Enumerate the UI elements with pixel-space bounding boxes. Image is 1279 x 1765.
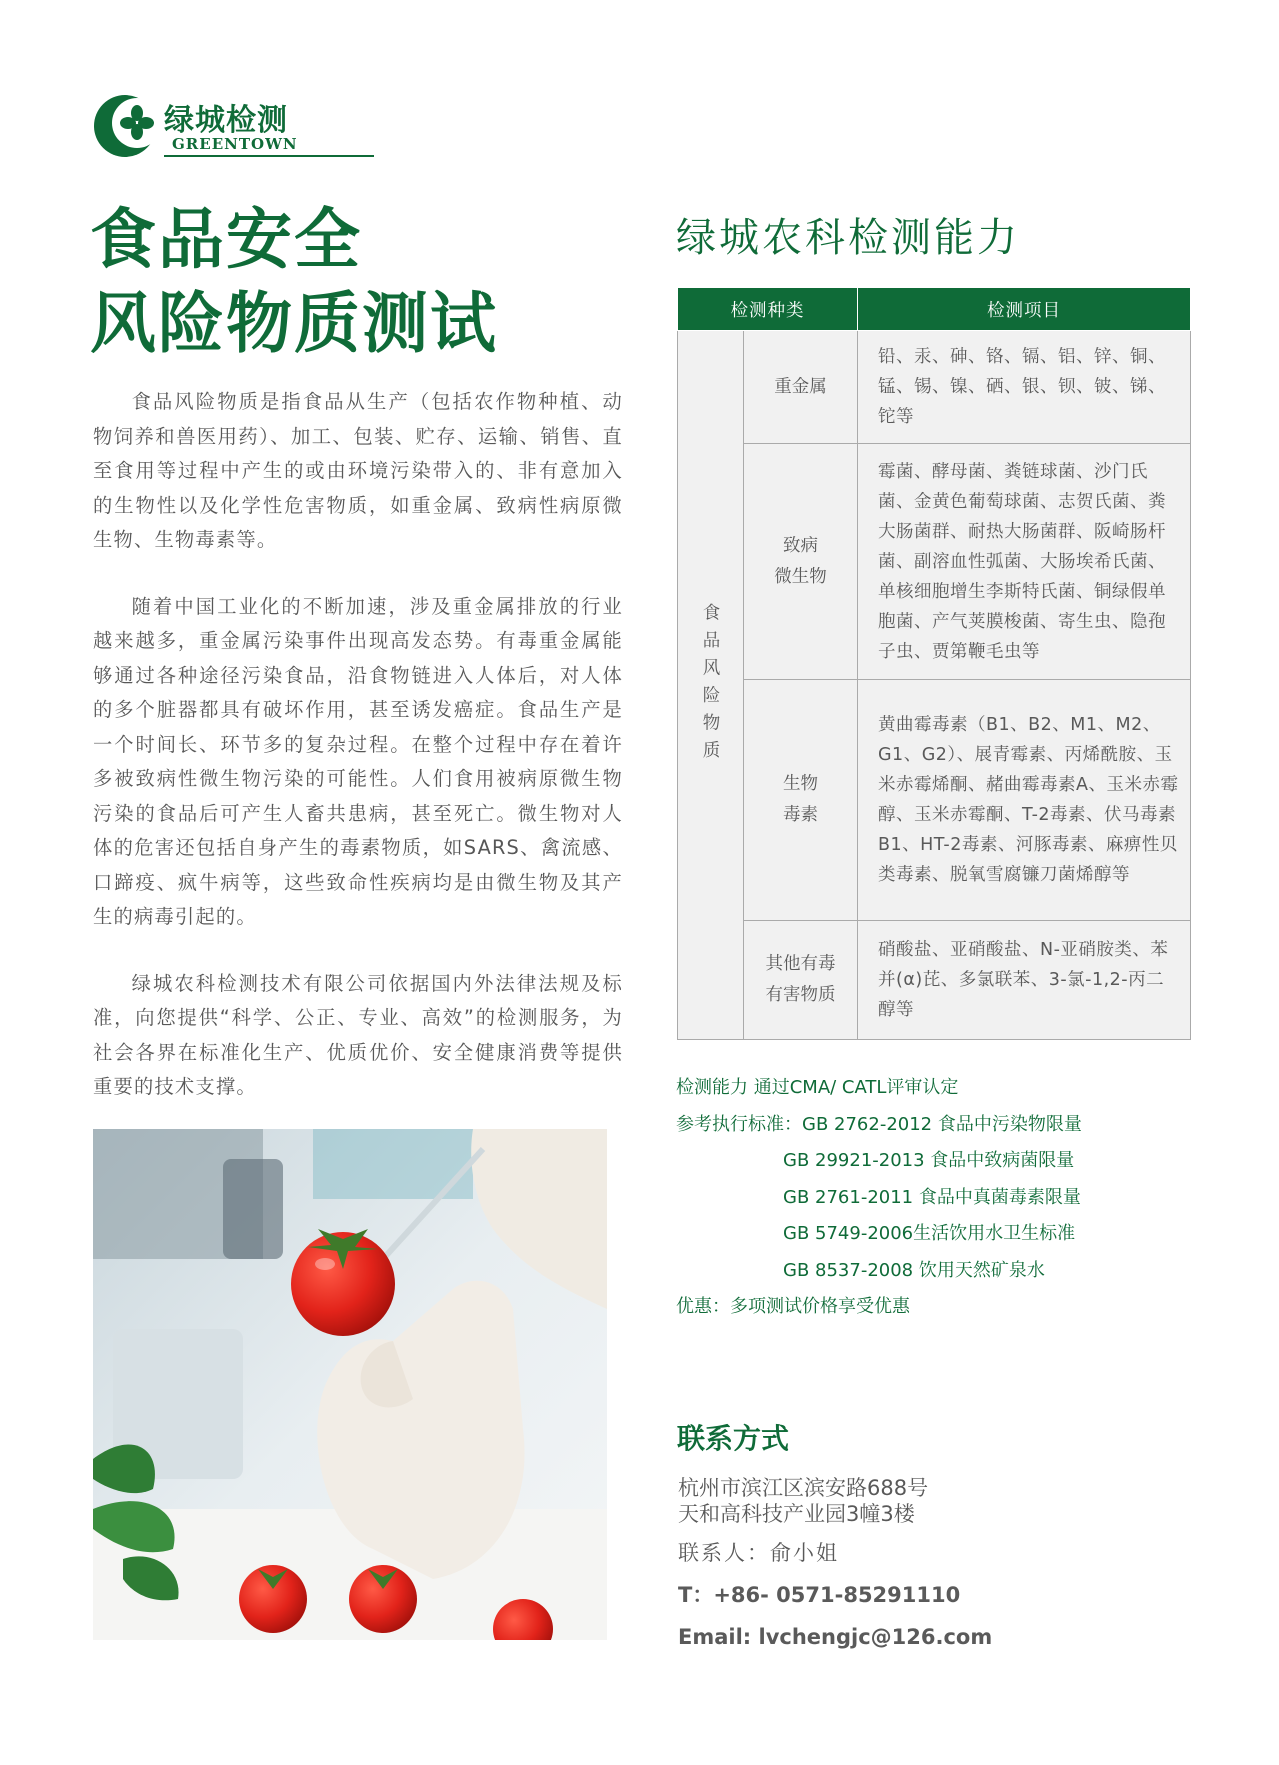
standard-row-1 <box>676 1107 1236 1144</box>
page-title <box>90 198 498 366</box>
standard-item: GB 2762-2012 食品中污染物限量 <box>802 1113 1082 1135</box>
sub-other <box>744 921 858 1040</box>
logo-mark-icon <box>92 93 162 159</box>
ability-table <box>677 287 1191 1040</box>
sub-toxin-text: 生物 毒素 <box>783 774 818 825</box>
standards-label: 参考执行标准： <box>676 1113 802 1135</box>
logo-chinese-name: 绿城检测 <box>164 103 288 138</box>
phone-number: T：+86- 0571-85291110 <box>678 1583 961 1607</box>
standards-block <box>676 1070 1236 1326</box>
email-address: Email: lvchengjc@126.com <box>678 1625 993 1649</box>
logo-underline <box>164 155 374 157</box>
title-line-1: 食品安全 <box>90 201 362 278</box>
table-header-row <box>678 288 1191 331</box>
header-category: 检测种类 <box>678 288 858 331</box>
table-row <box>678 331 1191 444</box>
lab-tomato-photo <box>93 1129 607 1640</box>
contact-person: 联系人：俞小姐 <box>678 1541 839 1565</box>
ability-title: 绿城农科检测能力 <box>676 215 1020 261</box>
items-heavy-metal: 铅、汞、砷、铬、镉、铝、锌、铜、锰、锡、镍、硒、银、钡、铍、锑、铊等 <box>858 331 1191 444</box>
table-row <box>678 680 1191 921</box>
table-row <box>678 444 1191 680</box>
address-line-1: 杭州市滨江区滨安路688号 <box>678 1476 929 1500</box>
header-items: 检测项目 <box>858 288 1191 331</box>
items-pathogen: 霉菌、酵母菌、粪链球菌、沙门氏菌、金黄色葡萄球菌、志贺氏菌、粪大肠菌群、耐热大肠菌群、阪崎肠杆菌、副溶血性弧菌、大肠埃希氏菌、单核细胞增生李斯特氏菌、铜绿假单胞菌、产气荚膜梭菌、寄生虫、隐孢子虫、贾第鞭毛虫等 <box>858 444 1191 680</box>
items-toxin: 黄曲霉毒素（B1、B2、M1、M2、G1、G2）、展青霉素、丙烯酰胺、玉米赤霉烯酮、赭曲霉毒素A、玉米赤霉醇、玉米赤霉酮、T-2毒素、伏马毒素B1、HT-2毒素、河豚毒素、麻痹性贝类毒素、脱氧雪腐镰刀菌烯醇等 <box>858 680 1191 921</box>
title-line-2: 风险物质测试 <box>90 285 498 362</box>
sub-toxin <box>744 680 858 921</box>
standard-item: GB 2761-2011 食品中真菌毒素限量 <box>783 1186 1081 1208</box>
discount-line: 优惠：多项测试价格享受优惠 <box>676 1296 910 1317</box>
paragraph-company: 绿城农科检测技术有限公司依据国内外法律法规及标准，向您提供“科学、公正、专业、高效”的检测服务，为社会各界在标准化生产、优质优价、安全健康消费等提供重要的技术支撑。 <box>93 971 623 1098</box>
company-logo <box>92 93 298 159</box>
paragraph-risks: 随着中国工业化的不断加速，涉及重金属排放的行业越来越多，重金属污染事件出现高发态势。有毒重金属能够通过各种途径污染食品，沿食物链进入人体后，对人体的多个脏器都具有破坏作用，甚至诱发癌症。食品生产是一个时间长、环节多的复杂过程。在整个过程中存在着许多被致病性微生物污染的可能性。人们食用被病原微生物污染的食品后可产生人畜共患病，甚至死亡。微生物对人体的危害还包括自身产生的毒素物质，如SARS、禽流感、口蹄疫、疯牛病等，这些致命性疾病均是由微生物及其产生的病毒引起的。 <box>93 594 623 928</box>
contact-info <box>678 1475 1238 1650</box>
address-line-2: 天和高科技产业园3幢3楼 <box>678 1502 915 1526</box>
table-row <box>678 921 1191 1040</box>
sub-pathogen <box>744 444 858 680</box>
sub-heavy-metal: 重金属 <box>744 331 858 444</box>
sub-pathogen-text: 致病 微生物 <box>774 535 827 587</box>
sub-other-text: 其他有毒 有害物质 <box>765 954 836 1005</box>
standard-item: GB 8537-2008 饮用天然矿泉水 <box>783 1259 1045 1281</box>
certification-line: 检测能力 通过CMA/ CATL评审认定 <box>676 1077 959 1098</box>
items-other: 硝酸盐、亚硝酸盐、N-亚硝胺类、苯并(α)芘、多氯联苯、3-氯-1,2-丙二醇等 <box>858 921 1191 1040</box>
intro-text <box>93 385 623 1137</box>
paragraph-definition: 食品风险物质是指食品从生产（包括农作物种植、动物饲养和兽医用药）、加工、包装、贮存、运输、销售、直至食用等过程中产生的或由环境污染带入的、非有意加入的生物性以及化学性危害物质，如重金属、致病性病原微生物、生物毒素等。 <box>93 390 623 551</box>
standard-item: GB 5749-2006生活饮用水卫生标准 <box>783 1223 1076 1244</box>
contact-title: 联系方式 <box>677 1422 790 1455</box>
logo-english-name: GREENTOWN <box>172 135 298 153</box>
category-food-risk: 食品风险物质 <box>678 331 744 1040</box>
standard-item: GB 29921-2013 食品中致病菌限量 <box>783 1150 1075 1171</box>
